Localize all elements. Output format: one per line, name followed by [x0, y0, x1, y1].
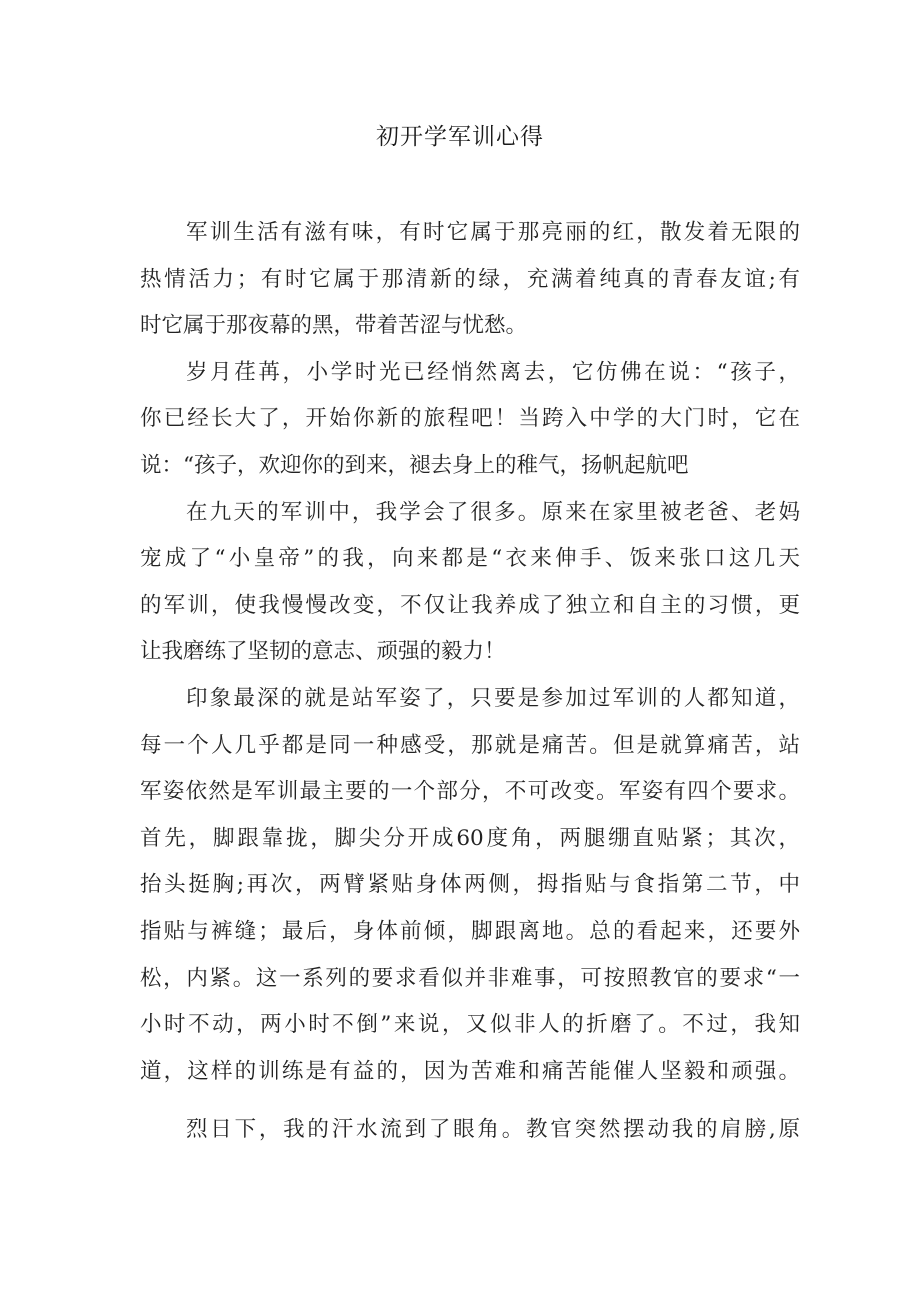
text-line: 每一个人几乎都是同一种感受，那就是痛苦。但是就算痛苦，站: [140, 732, 800, 758]
text-line: 指贴与裤缝；最后，身体前倾，脚跟离地。总的看起来，还要外: [140, 918, 800, 944]
document-body: [140, 210, 800, 1154]
paragraph: [140, 490, 800, 676]
text-line: 宠成了“小皇帝”的我，向来都是“衣来伸手、饭来张口这几天: [140, 546, 800, 572]
text-line: 军训生活有滋有味，有时它属于那亮丽的红，散发着无限的: [186, 220, 800, 245]
text-line: 的军训，使我慢慢改变，不仅让我养成了独立和自主的习惯，更: [140, 592, 800, 618]
text-line: 松，内紧。这一系列的要求看似并非难事，可按照教官的要求“一: [140, 965, 800, 991]
paragraph: [140, 350, 800, 490]
text-line: 道，这样的训练是有益的，因为苦难和痛苦能催人坚毅和顽强。: [140, 1058, 800, 1084]
text-line: 抬头挺胸;再次，两臂紧贴身体两侧，拇指贴与食指第二节，中: [140, 872, 800, 898]
text-line: 首先，脚跟靠拢，脚尖分开成60度角，两腿绷直贴紧；其次，: [140, 825, 800, 851]
text-line: 烈日下，我的汗水流到了眼角。教官突然摆动我的肩膀,原: [186, 1117, 800, 1143]
text-line: 时它属于那夜幕的黑，带着苦涩与忧愁。: [140, 313, 528, 339]
text-line: 在九天的军训中，我学会了很多。原来在家里被老爸、老妈: [186, 499, 800, 525]
text-line: 印象最深的就是站军姿了，只要是参加过军训的人都知道，: [186, 685, 800, 711]
paragraph: [140, 676, 800, 1095]
text-line: 你已经长大了，开始你新的旅程吧！当跨入中学的大门时，它在: [140, 406, 800, 432]
text-line: 让我磨练了坚韧的意志、顽强的毅力！: [140, 639, 506, 665]
paragraph: [140, 210, 800, 350]
paragraph-gap: [140, 1095, 800, 1107]
text-line: 岁月荏苒，小学时光已经悄然离去，它仿佛在说：“孩子，: [186, 359, 800, 385]
text-line: 热情活力；有时它属于那清新的绿，充满着纯真的青春友谊;有: [140, 266, 800, 292]
text-line: 军姿依然是军训最主要的一个部分，不可改变。军姿有四个要求。: [140, 779, 800, 805]
document-title: 初开学军训心得: [376, 124, 544, 150]
paragraph: [140, 1107, 800, 1154]
text-line: 说：“孩子，欢迎你的到来，褪去身上的稚气，扬帆起航吧: [140, 452, 689, 478]
text-line: 小时不动，两小时不倒”来说，又似非人的折磨了。不过，我知: [140, 1012, 800, 1038]
